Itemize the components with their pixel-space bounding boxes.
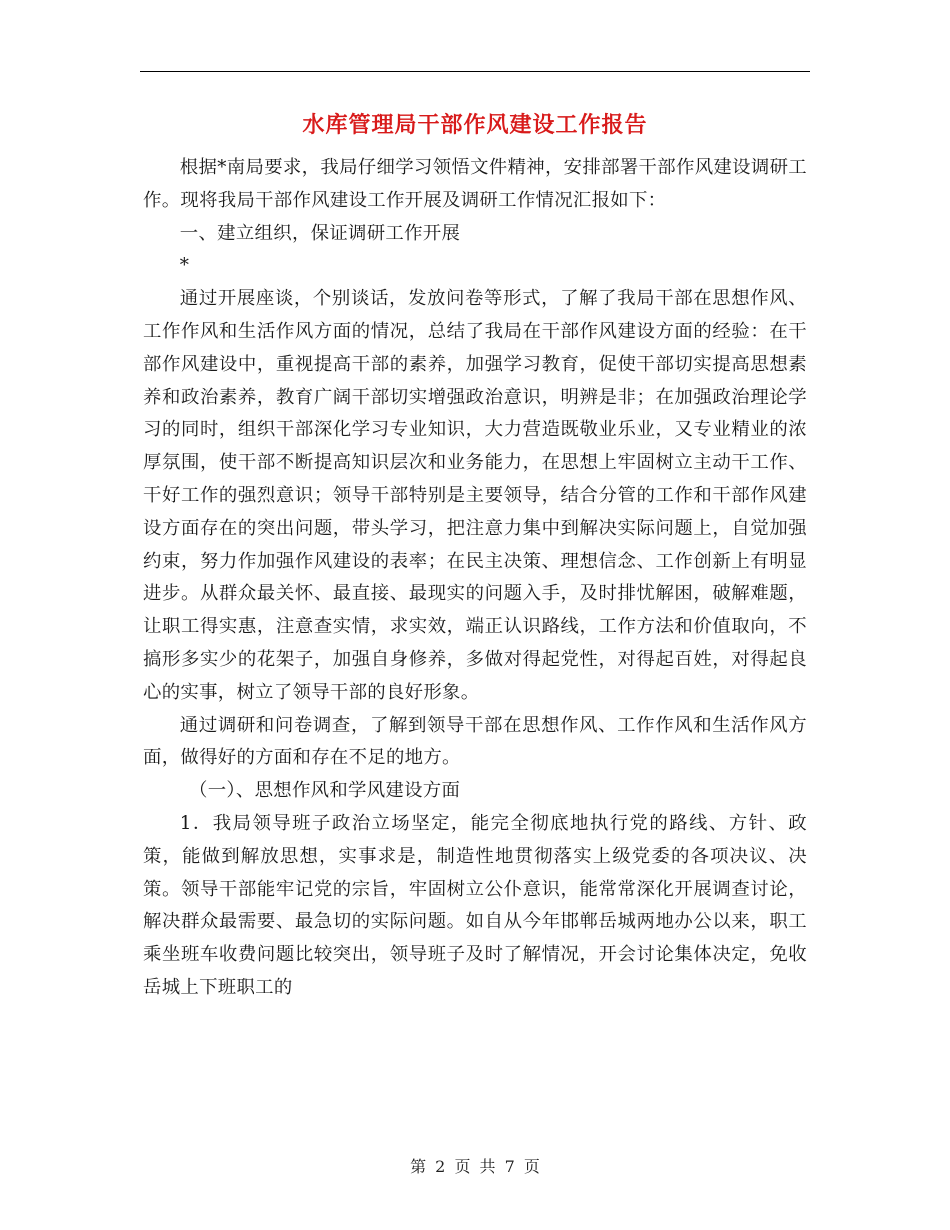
section-heading-1: 一、建立组织，保证调研工作开展 <box>179 222 461 244</box>
subsection-heading-1: （一）、思想作风和学风建设方面 <box>189 780 461 802</box>
document-body <box>143 152 807 1005</box>
paragraph-placeholder: * <box>179 255 190 277</box>
page-footer: 第 2 页 共 7 页 <box>410 1157 540 1176</box>
paragraph-intro: 根据*南局要求，我局仔细学习领悟文件精神，安排部署干部作风建设调研工作。现将我局干部作风建设工作开展及调研工作情况汇报如下： <box>143 157 807 211</box>
paragraph-survey: 通过调研和问卷调查，了解到领导干部在思想作风、工作作风和生活作风方面，做得好的方面和存在不足的地方。 <box>143 714 807 769</box>
paragraph-experience: 通过开展座谈，个别谈话，发放问卷等形式，了解了我局干部在思想作风、工作作风和生活作风方面的情况，总结了我局在干部作风建设方面的经验：在干部作风建设中，重视提高干部的素养，加强学习教育，促使干部切实提高思想素养和政治素养，教育广阔干部切实增强政治意识，明辨是非；在加强政治理论学习的同时，组织干部深化学习专业知识，大力营造既敬业乐业，又专业精业的浓厚氛围，使干部不断提高知识层次和业务能力，在思想上牢固树立主动干工作、干好工作的强烈意识；领导干部特别是主要领导，结合分管的工作和干部作风建设方面存在的突出问题，带头学习，把注意力集中到解决实际问题上，自觉加强约束，努力作加强作风建设的表率；在民主决策、理想信念、工作创新上有明显进步。从群众最关怀、最直接、最现实的问题入手，及时排忧解困，破解难题，让职工得实惠，注意查实情，求实效，端正认识路线，工作方法和价值取向，不搞形多实少的花架子，加强自身修养，多做对得起党性，对得起百姓，对得起良心的实事，树立了领导干部的良好形象。 <box>143 288 807 703</box>
header-rule <box>140 71 810 72</box>
paragraph-item-1: 1．我局领导班子政治立场坚定，能完全彻底地执行党的路线、方针、政策，能做到解放思想，实事求是，制造性地贯彻落实上级党委的各项决议、决策。领导干部能牢记党的宗旨，牢固树立公仆意识，能常常深化开展调查讨论，解决群众最需要、最急切的实际问题。如自从今年邯郸岳城两地办公以来，职工乘坐班车收费问题比较突出，领导班子及时了解情况，开会讨论集体决定，免收岳城上下班职工的 <box>143 812 807 998</box>
document-title: 水库管理局干部作风建设工作报告 <box>302 112 648 138</box>
